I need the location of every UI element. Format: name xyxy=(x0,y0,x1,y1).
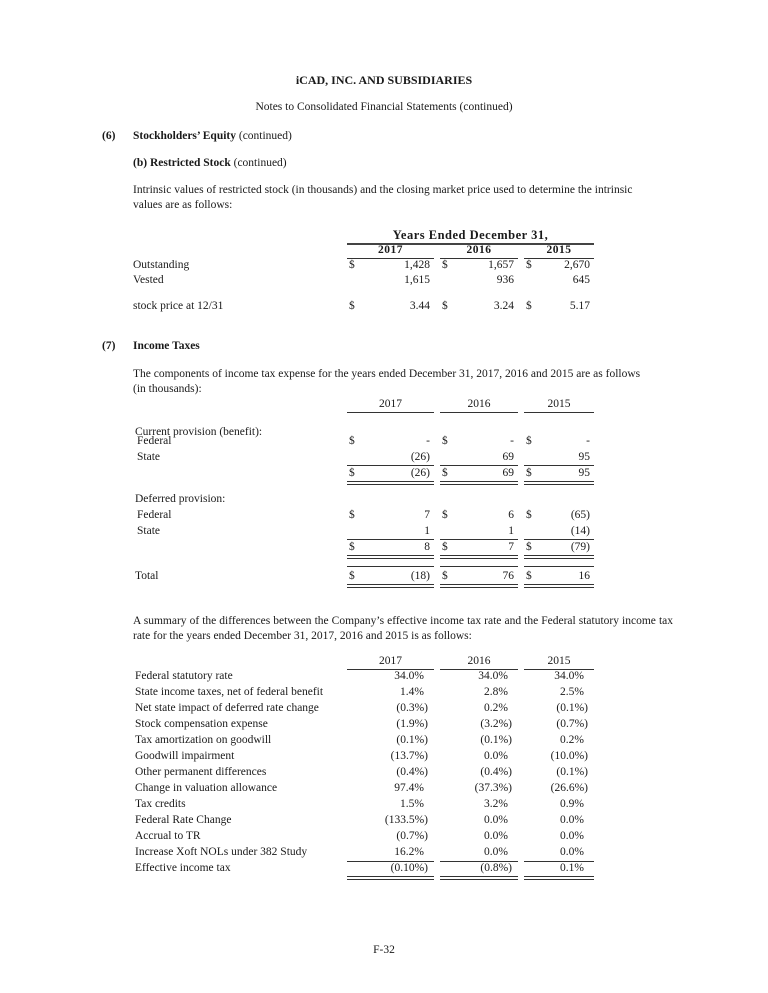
rate-row-value: 97.4% xyxy=(394,782,424,794)
restricted-stock-row-dollar-sign: $ xyxy=(442,259,448,271)
page-subtitle: Notes to Consolidated Financial Statements (continued) xyxy=(255,101,513,113)
current-federal-row-dollar-sign: $ xyxy=(526,435,532,447)
rate-row-value: 0.0% xyxy=(560,814,584,826)
total-top-rule xyxy=(440,566,518,567)
deferred-subtotal-row-value: 7 xyxy=(508,541,514,553)
rate-row-label: Accrual to TR xyxy=(135,830,201,842)
deferred-subtotal-row-dollar-sign: $ xyxy=(442,541,448,553)
subtotal-double-rule xyxy=(347,481,434,485)
rate-row-value: (133.5%) xyxy=(384,814,428,826)
total-double-rule xyxy=(347,584,434,588)
subsection-b-heading xyxy=(133,157,287,169)
deferred-subtotal-row-dollar-sign: $ xyxy=(526,541,532,553)
subsection-b-prefix: (b) xyxy=(133,157,150,169)
deferred-federal-row-value: (65) xyxy=(570,509,590,521)
column-header-2016: 2016 xyxy=(467,398,491,410)
section-6-title: Stockholders’ Equity xyxy=(133,130,236,142)
rate-row-value: (1.9%) xyxy=(396,718,428,730)
current-federal-row-dollar-sign: $ xyxy=(349,435,355,447)
current-federal-row-value: - xyxy=(586,435,590,447)
column-header-2016: 2016 xyxy=(466,244,492,256)
rate-row-value: (0.7%) xyxy=(396,830,428,842)
total-double-rule xyxy=(347,876,434,880)
rate-row-value: (37.3%) xyxy=(474,782,512,794)
restricted-stock-row-label: stock price at 12/31 xyxy=(133,300,224,312)
company-title: iCAD, INC. AND SUBSIDIARIES xyxy=(295,73,473,87)
total-row-dollar-sign: $ xyxy=(442,570,448,582)
restricted-stock-intro: Intrinsic values of restricted stock (in thousands) and the closing market price used to determine the intrinsic values are as follows: xyxy=(133,184,633,211)
deferred-subtotal-row-value: (79) xyxy=(570,541,590,553)
subtotal-rule xyxy=(440,539,518,540)
column-header-2016: 2016 xyxy=(467,655,491,667)
rate-row-value: 0.0% xyxy=(484,814,508,826)
rate-row-label: State income taxes, net of federal benefit xyxy=(135,686,324,698)
restricted-stock-row-dollar-sign: $ xyxy=(349,259,355,271)
rate-row-value: 3.2% xyxy=(484,798,508,810)
rate-row-value: 1.4% xyxy=(400,686,424,698)
rate-row-value: 0.9% xyxy=(560,798,584,810)
restricted-stock-row-value: 1,615 xyxy=(404,274,430,286)
column-header-2015: 2015 xyxy=(547,398,571,410)
rate-row-value: 1.5% xyxy=(400,798,424,810)
restricted-stock-row-value: 3.24 xyxy=(493,300,514,312)
deferred-provision-heading: Deferred provision: xyxy=(135,493,226,505)
section-7-number: (7) xyxy=(102,340,116,352)
subtotal-rule xyxy=(347,465,434,466)
deferred-federal-row-value: 7 xyxy=(424,509,430,521)
total-row-value: 16 xyxy=(578,570,590,582)
column-header-rule xyxy=(347,412,434,413)
rate-total-value: 0.1% xyxy=(560,862,584,874)
rate-row-value: 2.8% xyxy=(484,686,508,698)
deferred-subtotal-row-dollar-sign: $ xyxy=(349,541,355,553)
restricted-stock-row-value: 2,670 xyxy=(564,259,590,271)
total-row-label: Total xyxy=(135,570,159,582)
restricted-stock-row-dollar-sign: $ xyxy=(526,300,532,312)
rate-row-value: 0.0% xyxy=(484,750,508,762)
rate-row-value: (0.4%) xyxy=(480,766,512,778)
current-provision-heading: Current provision (benefit): xyxy=(135,426,263,438)
subtotal-rule xyxy=(524,465,594,466)
rate-total-value: (0.8%) xyxy=(480,862,512,874)
rate-total-value: (0.10%) xyxy=(390,862,428,874)
table-super-header: Years Ended December 31, xyxy=(392,228,549,242)
rate-row-value: 0.0% xyxy=(560,830,584,842)
rate-row-value: 34.0% xyxy=(554,670,584,682)
rate-row-label: Net state impact of deferred rate change xyxy=(135,702,319,714)
restricted-stock-row-value: 936 xyxy=(496,274,514,286)
column-header-rule xyxy=(440,412,518,413)
subtotal-double-rule xyxy=(347,555,434,559)
deferred-state-row-value: 1 xyxy=(424,525,430,537)
rate-row-value: (13.7%) xyxy=(390,750,428,762)
restricted-stock-row-value: 645 xyxy=(572,274,590,286)
subtotal-double-rule xyxy=(440,481,518,485)
current-federal-row-value: - xyxy=(426,435,430,447)
total-double-rule xyxy=(440,876,518,880)
restricted-stock-row-value: 1,428 xyxy=(404,259,430,271)
rate-row-value: 0.2% xyxy=(484,702,508,714)
restricted-stock-row-label: Vested xyxy=(133,274,164,286)
total-row-dollar-sign: $ xyxy=(526,570,532,582)
rate-row-label: Federal Rate Change xyxy=(135,814,232,826)
total-row-value: 76 xyxy=(502,570,514,582)
page-number: F-32 xyxy=(373,944,395,956)
rate-row-label: Other permanent differences xyxy=(135,766,267,778)
current-subtotal-row-dollar-sign: $ xyxy=(442,467,448,479)
restricted-stock-row-dollar-sign: $ xyxy=(349,300,355,312)
restricted-stock-row-value: 1,657 xyxy=(488,259,514,271)
section-6-number: (6) xyxy=(102,130,116,142)
total-double-rule xyxy=(440,584,518,588)
deferred-state-row-label: State xyxy=(137,525,160,537)
rate-row-value: 0.2% xyxy=(560,734,584,746)
rate-row-label: Goodwill impairment xyxy=(135,750,235,762)
rate-row-value: 34.0% xyxy=(478,670,508,682)
rate-row-value: (10.0%) xyxy=(550,750,588,762)
rate-row-label: Tax credits xyxy=(135,798,186,810)
rate-row-value: (3.2%) xyxy=(480,718,512,730)
rate-row-value: (0.4%) xyxy=(396,766,428,778)
current-state-row-value: (26) xyxy=(410,451,430,463)
deferred-federal-row-dollar-sign: $ xyxy=(526,509,532,521)
restricted-stock-row-value: 3.44 xyxy=(409,300,430,312)
current-subtotal-row-value: 69 xyxy=(502,467,514,479)
subsection-b-title: Restricted Stock xyxy=(149,157,231,169)
total-top-rule xyxy=(524,566,594,567)
current-federal-row-dollar-sign: $ xyxy=(442,435,448,447)
rate-row-value: (0.1%) xyxy=(556,766,588,778)
current-subtotal-row-value: 95 xyxy=(578,467,590,479)
rate-row-value: (26.6%) xyxy=(550,782,588,794)
rate-row-value: 0.0% xyxy=(560,846,584,858)
total-row-dollar-sign: $ xyxy=(349,570,355,582)
total-top-rule xyxy=(347,566,434,567)
current-subtotal-row-dollar-sign: $ xyxy=(526,467,532,479)
column-header-2017: 2017 xyxy=(378,244,403,256)
subsection-b-suffix: (continued) xyxy=(230,157,287,169)
current-state-row-value: 95 xyxy=(578,451,590,463)
rate-row-label: Increase Xoft NOLs under 382 Study xyxy=(135,846,308,858)
rate-row-value: (0.3%) xyxy=(396,702,428,714)
column-header-2015: 2015 xyxy=(546,244,572,256)
rate-row-value: (0.1%) xyxy=(556,702,588,714)
deferred-state-row-value: (14) xyxy=(570,525,590,537)
rate-row-label: Federal statutory rate xyxy=(135,670,233,682)
rate-row-value: (0.1%) xyxy=(480,734,512,746)
subtotal-double-rule xyxy=(524,555,594,559)
restricted-stock-row-value: 5.17 xyxy=(569,300,590,312)
restricted-stock-row-dollar-sign: $ xyxy=(526,259,532,271)
current-state-row-label: State xyxy=(137,451,160,463)
rate-row-label: Stock compensation expense xyxy=(135,718,268,730)
deferred-federal-row-label: Federal xyxy=(137,509,172,521)
current-subtotal-row-value: (26) xyxy=(410,467,430,479)
subtotal-rule xyxy=(347,539,434,540)
total-double-rule xyxy=(524,876,594,880)
section-6-heading xyxy=(133,130,292,142)
section-7-title: Income Taxes xyxy=(133,340,200,352)
rate-summary-intro: A summary of the differences between the Company’s effective income tax rate and the Federal statutory income tax rate for the years ended December 31, 2017, 2016 and 2015 is as follows: xyxy=(133,615,673,642)
total-double-rule xyxy=(524,584,594,588)
restricted-stock-row-label: Outstanding xyxy=(133,259,190,271)
current-subtotal-row-dollar-sign: $ xyxy=(349,467,355,479)
rate-row-value: 16.2% xyxy=(394,846,424,858)
deferred-federal-row-dollar-sign: $ xyxy=(349,509,355,521)
rate-row-value: 0.0% xyxy=(484,830,508,842)
income-tax-intro: The components of income tax expense for the years ended December 31, 2017, 2016 and 2015 are as follows (in thousands): xyxy=(133,368,641,395)
rate-row-value: (0.1%) xyxy=(396,734,428,746)
rate-row-label: Tax amortization on goodwill xyxy=(135,734,272,746)
deferred-federal-row-value: 6 xyxy=(508,509,514,521)
column-header-2017: 2017 xyxy=(379,655,402,667)
rate-total-label: Effective income tax xyxy=(135,862,231,874)
rate-row-value: (0.7%) xyxy=(556,718,588,730)
subtotal-rule xyxy=(440,465,518,466)
current-federal-row-value: - xyxy=(510,435,514,447)
column-header-2015: 2015 xyxy=(547,655,571,667)
column-header-2017: 2017 xyxy=(379,398,402,410)
rate-row-value: 2.5% xyxy=(560,686,584,698)
deferred-state-row-value: 1 xyxy=(508,525,514,537)
deferred-federal-row-dollar-sign: $ xyxy=(442,509,448,521)
restricted-stock-row-dollar-sign: $ xyxy=(442,300,448,312)
current-federal-row-label: Federal xyxy=(137,435,172,447)
current-state-row-value: 69 xyxy=(502,451,514,463)
rate-row-value: 0.0% xyxy=(484,846,508,858)
deferred-subtotal-row-value: 8 xyxy=(424,541,430,553)
rate-row-label: Change in valuation allowance xyxy=(135,782,278,794)
section-6-title-suffix: (continued) xyxy=(235,130,292,142)
rate-row-value: 34.0% xyxy=(394,670,424,682)
column-header-rule xyxy=(524,412,594,413)
subtotal-double-rule xyxy=(440,555,518,559)
total-row-value: (18) xyxy=(410,570,430,582)
subtotal-rule xyxy=(524,539,594,540)
subtotal-double-rule xyxy=(524,481,594,485)
